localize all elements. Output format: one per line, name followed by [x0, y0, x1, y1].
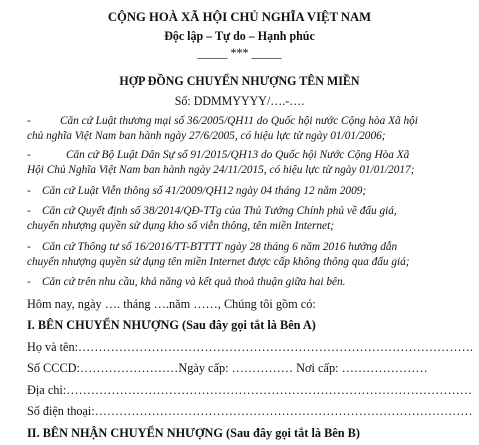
bullet-dash: - — [27, 241, 31, 253]
bullet-dash: - — [27, 205, 31, 217]
party-a-id-field: Số CCCD:……………………Ngày cấp: …………… Nơi cấp: ………………… — [27, 361, 428, 375]
bullet-dash: - — [27, 185, 31, 197]
party-a-phone-field: Số điện thoại:………………………………………………………………………………… — [27, 404, 473, 418]
bullet-dash: - — [27, 115, 31, 127]
legal-basis-line: Căn cứ Luật thương mại số 36/2005/QH11 do Quốc hội nước Cộng hòa Xã hội — [60, 115, 418, 127]
legal-basis-line: Hội Chủ Nghĩa Việt Nam ban hành ngày 24/11/2015, có hiệu lực từ ngày 01/01/2017; — [27, 164, 415, 176]
legal-basis-line: chuyển nhượng quyền sử dụng kho số viễn thông, tên miền Internet; — [27, 220, 334, 232]
legal-basis-line: Căn cứ Bộ Luật Dân Sự số 91/2015/QH13 do Quốc hội Nước Cộng Hòa Xã — [66, 149, 410, 161]
document-title: HỢP ĐỒNG CHUYỂN NHƯỢNG TÊN MIỀN — [119, 74, 360, 88]
party-b-heading: II. BÊN NHẬN CHUYỂN NHƯỢNG (Sau đây gọi tắt là Bên B) — [27, 426, 360, 440]
intro-line: Hôm nay, ngày …. tháng ….năm ……, Chúng tôi gồm có: — [27, 297, 316, 311]
legal-basis-line: chuyển nhượng quyền sử dụng tên miền Internet được cấp không thông qua đấu giá; — [27, 256, 410, 268]
party-a-heading: I. BÊN CHUYỂN NHƯỢNG (Sau đây gọi tắt là Bên A) — [27, 318, 316, 332]
legal-basis-line: Căn cứ Quyết định số 38/2014/QĐ-TTg của Thủ Tướng Chính phủ về đấu giá, — [42, 205, 397, 217]
bullet-dash: - — [27, 149, 31, 161]
legal-basis-line: chủ nghĩa Việt Nam ban hành ngày 27/6/2005, có hiệu lực từ ngày 01/01/2006; — [27, 130, 386, 142]
national-title: CỘNG HOÀ XÃ HỘI CHỦ NGHĨA VIỆT NAM — [107, 9, 372, 24]
legal-basis-line: Căn cứ Luật Viễn thông số 41/2009/QH12 ngày 04 tháng 12 năm 2009; — [42, 185, 367, 197]
bullet-dash: - — [27, 276, 31, 288]
document-number: Số: DDMMYYYY/….-…. — [174, 94, 305, 108]
party-a-name-field: Họ và tên:……………………………………………………………………………………. — [27, 340, 473, 354]
party-a-address-field: Địa chỉ:……………………………………………………………………………………… — [27, 383, 473, 397]
legal-basis-line: Căn cứ trên nhu cầu, khả năng và kết quả thoả thuận giữa hai bên. — [42, 276, 346, 288]
national-motto: Độc lập – Tự do – Hạnh phúc — [164, 29, 315, 43]
motto-ornament: _____ *** _____ — [197, 46, 282, 60]
legal-basis-line: Căn cứ Thông tư số 16/2016/TT-BTTTT ngày 28 tháng 6 năm 2016 hướng dẫn — [42, 241, 398, 253]
